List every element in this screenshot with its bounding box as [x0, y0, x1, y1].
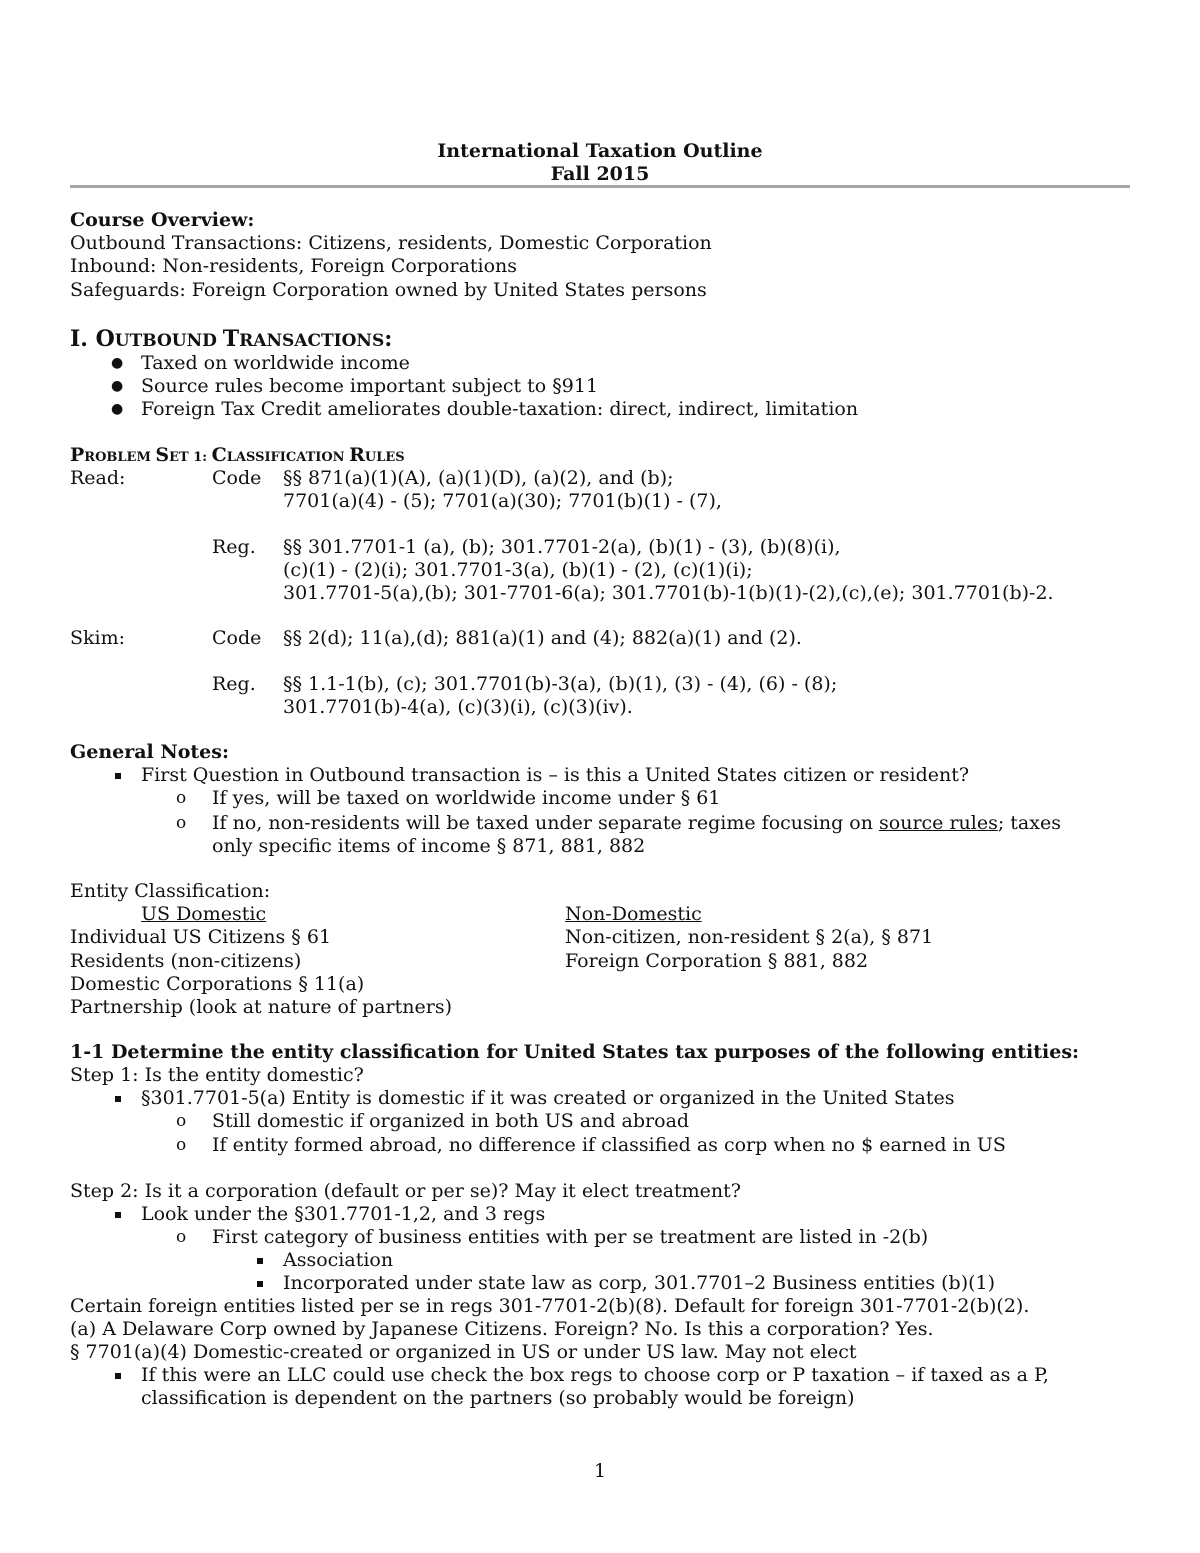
read-label: Read: [70, 467, 126, 489]
square-bullet-icon [257, 1281, 263, 1287]
citation-line: §§ 1.1-1(b), (c); 301.7701(b)-3(a), (b)(1), (3) - (4), (6) - (8); [283, 673, 838, 695]
section-heading-outbound: I. OUTBOUND TRANSACTIONS: [70, 326, 393, 352]
bullet-icon: ● [111, 401, 124, 417]
entity-row: Partnership (look at nature of partners) [70, 996, 452, 1018]
bullet-text: First category of business entities with per se treatment are listed in -2(b) [212, 1226, 929, 1248]
circle-bullet-icon: o [176, 1227, 187, 1247]
general-notes-heading: General Notes: [70, 741, 229, 763]
citation-line: §§ 301.7701-1 (a), (b); 301.7701-2(a), (b)(1) - (3), (b)(8)(i), [283, 536, 841, 558]
entity-heading: Entity Classification: [70, 880, 271, 902]
bullet-text: Still domestic if organized in both US and abroad [212, 1110, 690, 1132]
entity-row: Individual US Citizens § 61 [70, 926, 332, 948]
header-rule [70, 185, 1130, 188]
entity-row: Residents (non-citizens) [70, 950, 302, 972]
bullet-text: If yes, will be taxed on worldwide income under § 61 [212, 787, 721, 809]
question-heading: 1-1 Determine the entity classification for United States tax purposes of the following entities: [70, 1041, 1080, 1063]
reg-label: Reg. [212, 536, 256, 558]
bullet-icon: ● [111, 355, 124, 371]
entity-row: Domestic Corporations § 11(a) [70, 973, 365, 995]
square-bullet-icon [115, 1373, 121, 1379]
circle-bullet-icon: o [176, 1135, 187, 1155]
bullet-text: Look under the §301.7701-1,2, and 3 regs [141, 1203, 546, 1225]
overview-heading: Course Overview: [70, 209, 255, 231]
citation-line: §§ 871(a)(1)(A), (a)(1)(D), (a)(2), and (b); [283, 467, 674, 489]
citation-line: 7701(a)(4) - (5); 7701(a)(30); 7701(b)(1) - (7), [283, 490, 722, 512]
citation-line: 301.7701-5(a),(b); 301-7701-6(a); 301.7701(b)-1(b)(1)-(2),(c),(e); 301.7701(b)-2. [283, 582, 1054, 604]
circle-bullet-icon: o [176, 1111, 187, 1131]
square-bullet-icon [257, 1258, 263, 1264]
overview-line: Inbound: Non-residents, Foreign Corporations [70, 255, 518, 277]
code-label: Code [212, 467, 262, 489]
circle-bullet-icon: o [176, 788, 187, 808]
bullet-text: Foreign Tax Credit ameliorates double-taxation: direct, indirect, limitation [141, 398, 859, 420]
bullet-text: classification is dependent on the partners (so probably would be foreign) [141, 1387, 855, 1409]
body-line: (a) A Delaware Corp owned by Japanese Citizens. Foreign? No. Is this a corporation? Yes. [70, 1318, 934, 1340]
bullet-icon: ● [111, 378, 124, 394]
body-line: § 7701(a)(4) Domestic-created or organized in US or under US law. May not elect [70, 1341, 857, 1363]
step-line: Step 2: Is it a corporation (default or per se)? May it elect treatment? [70, 1180, 741, 1202]
overview-line: Safeguards: Foreign Corporation owned by United States persons [70, 279, 707, 301]
bullet-text: First Question in Outbound transaction is – is this a United States citizen or resident? [141, 764, 970, 786]
bullet-text: only specific items of income § 871, 881, 882 [212, 835, 646, 857]
non-domestic-column-head: Non-Domestic [565, 903, 702, 925]
entity-row: Non-citizen, non-resident § 2(a), § 871 [565, 926, 934, 948]
square-bullet-icon [115, 773, 121, 779]
square-bullet-icon [115, 1096, 121, 1102]
square-bullet-icon [115, 1212, 121, 1218]
bullet-text: Source rules become important subject to §911 [141, 375, 599, 397]
bullet-text: If no, non-residents will be taxed under separate regime focusing on source rules; taxes [212, 812, 1061, 834]
entity-row: Foreign Corporation § 881, 882 [565, 950, 869, 972]
page-number: 1 [593, 1460, 607, 1482]
us-domestic-column-head: US Domestic [141, 903, 267, 925]
bullet-text: Incorporated under state law as corp, 301.7701–2 Business entities (b)(1) [283, 1272, 996, 1294]
citation-line: (c)(1) - (2)(i); 301.7701-3(a), (b)(1) - (2), (c)(1)(i); [283, 559, 753, 581]
problem-set-heading: PROBLEM SET 1: CLASSIFICATION RULES [70, 444, 405, 466]
bullet-text: §301.7701-5(a) Entity is domestic if it was created or organized in the United States [141, 1087, 955, 1109]
reg-label: Reg. [212, 673, 256, 695]
bullet-text: Association [283, 1249, 394, 1271]
bullet-text: If entity formed abroad, no difference if classified as corp when no $ earned in US [212, 1134, 1006, 1156]
document-term: Fall 2015 [550, 163, 650, 185]
circle-bullet-icon: o [176, 813, 187, 833]
document-title: International Taxation Outline [437, 140, 763, 162]
body-line: Certain foreign entities listed per se in regs 301-7701-2(b)(8). Default for foreign 301-7701-2(b)(2). [70, 1295, 1030, 1317]
citation-line: 301.7701(b)-4(a), (c)(3)(i), (c)(3)(iv). [283, 696, 633, 718]
step-line: Step 1: Is the entity domestic? [70, 1064, 364, 1086]
skim-label: Skim: [70, 627, 126, 649]
bullet-text: Taxed on worldwide income [141, 352, 410, 374]
code-label: Code [212, 627, 262, 649]
bullet-text: If this were an LLC could use check the box regs to choose corp or P taxation – if taxed as a P, [141, 1364, 1049, 1386]
overview-line: Outbound Transactions: Citizens, residents, Domestic Corporation [70, 232, 712, 254]
citation-line: §§ 2(d); 11(a),(d); 881(a)(1) and (4); 882(a)(1) and (2). [283, 627, 802, 649]
